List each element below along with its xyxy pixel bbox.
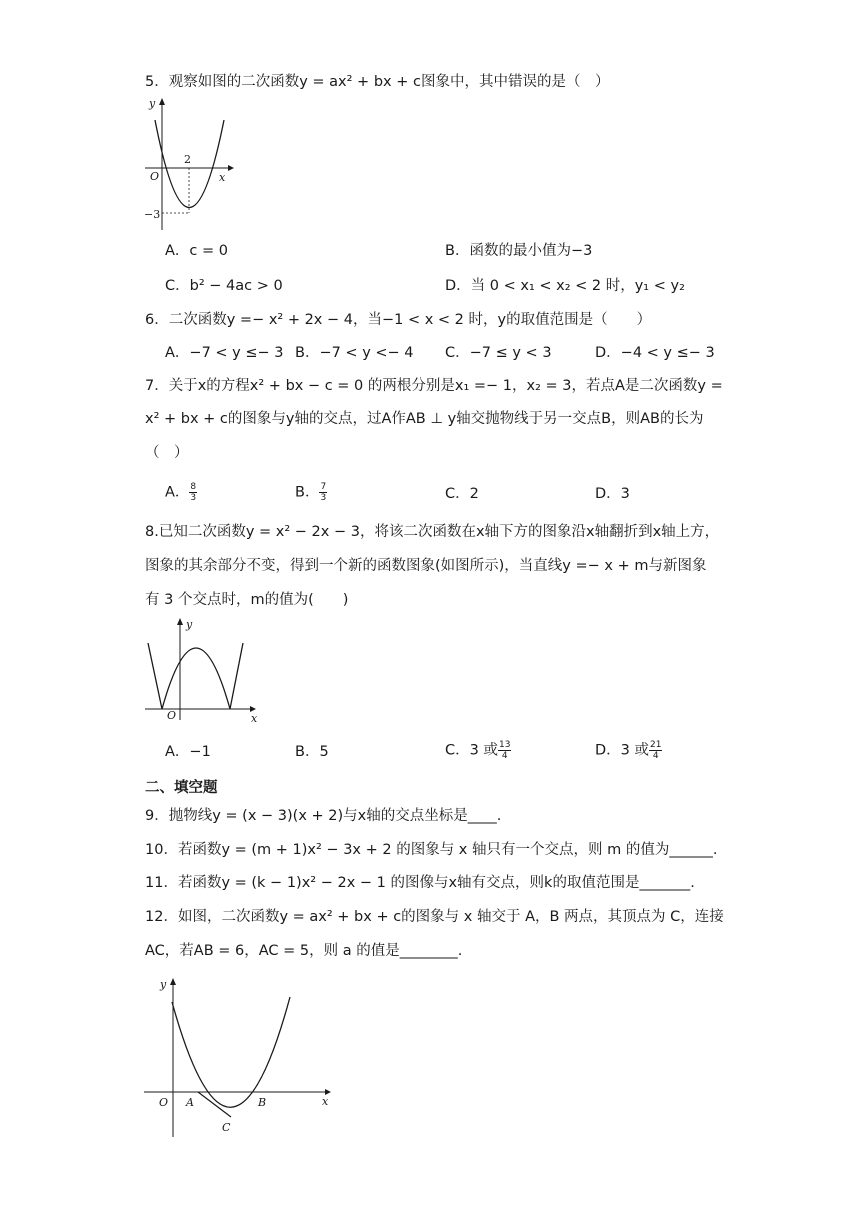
q12-origin-label: O xyxy=(159,1096,169,1109)
q5-option-b: B．函数的最小值为−3 xyxy=(445,243,593,259)
q5-y-arrow-icon xyxy=(159,98,165,105)
q7-option-d: D．3 xyxy=(595,486,630,502)
q7-option-a: A． $\frac{8}{3}$ xyxy=(165,482,197,503)
q5-figure xyxy=(140,95,240,235)
q7-line-1: 7．关于x的方程x² + bx − c = 0 的两根分别是x₁ =− 1，x₂ = 3，若点A是二次函数y = xyxy=(145,378,723,394)
q7-option-a-fraction: $\frac{8}{3}$ xyxy=(190,482,197,503)
q8-line-3: 有 3 个交点时，m的值为( ) xyxy=(145,592,349,608)
q12-x-label: x xyxy=(322,1095,329,1108)
q7-option-c: C．2 xyxy=(445,486,479,502)
q8-option-a: A．−1 xyxy=(165,744,211,760)
q12-parabola xyxy=(172,997,290,1107)
q11-stem: 11．若函数y = (k − 1)x² − 2x − 1 的图像与x轴有交点，则k的取值范围是_______. xyxy=(145,875,695,891)
q5-y-label: y xyxy=(149,97,156,110)
q9-stem: 9．抛物线y = (x − 3)(x + 2)与x轴的交点坐标是____. xyxy=(145,808,502,824)
q12-y-label: y xyxy=(160,978,167,991)
q8-option-c-fraction: $\frac{13}{4}$ xyxy=(498,740,511,761)
q6-option-d: D．−4 < y ≤− 3 xyxy=(595,345,715,361)
q8-right-branch xyxy=(230,643,243,709)
q10-stem: 10．若函数y = (m + 1)x² − 3x + 2 的图象与 x 轴只有一个交点，则 m 的值为______. xyxy=(145,842,718,858)
q8-y-label: y xyxy=(186,618,193,631)
q7-option-b: B． $\frac{7}{3}$ xyxy=(295,482,327,503)
q5-option-d: D．当 0 < x₁ < x₂ < 2 时，y₁ < y₂ xyxy=(445,278,685,294)
q8-option-d: D．3 或 $\frac{21}{4}$ xyxy=(595,740,662,761)
q5-stem: 5．观察如图的二次函数y = ax² + bx + c图象中，其中错误的是（ ） xyxy=(145,74,610,90)
q6-option-b: B．−7 < y <− 4 xyxy=(295,345,414,361)
q8-option-c: C．3 或 $\frac{13}{4}$ xyxy=(445,740,511,761)
q6-option-a: A．−7 < y ≤− 3 xyxy=(165,345,284,361)
q12-line-1: 12．如图，二次函数y = ax² + bx + c的图象与 x 轴交于 A，B 两点，其顶点为 C，连接 xyxy=(145,909,724,925)
q8-option-b: B．5 xyxy=(295,744,329,760)
q12-line-2: AC，若AB = 6，AC = 5，则 a 的值是________. xyxy=(145,943,463,959)
q8-left-branch xyxy=(148,643,162,709)
q6-option-c: C．−7 ≤ y < 3 xyxy=(445,345,552,361)
q5-option-c: C．b² − 4ac > 0 xyxy=(165,278,283,294)
q8-line-2: 图象的其余部分不变，得到一个新的函数图象(如图所示)，当直线y =− x + m与新图象 xyxy=(145,558,707,574)
q5-option-a: A．c = 0 xyxy=(165,243,228,259)
q5-x-label: x xyxy=(219,171,226,184)
q12-y-arrow-icon xyxy=(170,978,176,985)
q5-vertex-y-label: −3 xyxy=(144,208,161,221)
section-title-fill-in: 二、填空题 xyxy=(145,780,218,796)
q7-line-2: x² + bx + c的图象与y轴的交点，过A作AB ⊥ y轴交抛物线于另一交点B，则AB的长为 xyxy=(145,411,704,427)
q8-flipped-arch xyxy=(162,648,230,709)
q12-point-c-label: C xyxy=(222,1121,231,1134)
q5-origin-label: O xyxy=(150,170,160,183)
q8-figure xyxy=(140,615,270,725)
q8-y-arrow-icon xyxy=(177,618,183,625)
q5-x-arrow-icon xyxy=(228,165,234,171)
q8-x-label: x xyxy=(251,712,258,725)
q7-option-b-fraction: $\frac{7}{3}$ xyxy=(320,482,327,503)
q12-figure xyxy=(140,975,340,1145)
q6-stem: 6．二次函数y =− x² + 2x − 4，当−1 < x < 2 时，y的取值范围是（ ） xyxy=(145,312,652,328)
q8-option-d-fraction: $\frac{21}{4}$ xyxy=(650,740,662,761)
q7-line-3: （ ） xyxy=(145,445,189,461)
q8-line-1: 8.已知二次函数y = x² − 2x − 3，将该二次函数在x轴下方的图象沿x轴翻折到x轴上方， xyxy=(145,524,720,540)
q12-point-a-label: A xyxy=(186,1096,194,1109)
q8-origin-label: O xyxy=(167,709,177,722)
q5-vertex-x-label: 2 xyxy=(184,153,191,166)
q12-segment-ac xyxy=(198,1092,231,1117)
q12-point-b-label: B xyxy=(258,1096,267,1109)
